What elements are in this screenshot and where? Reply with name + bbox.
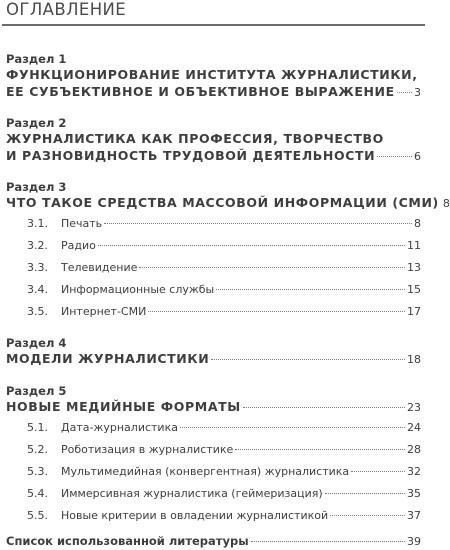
subsection-number: 3.2. bbox=[27, 239, 48, 252]
subsection-number: 5.5. bbox=[27, 509, 48, 522]
section-4-label: Раздел 4 bbox=[6, 336, 67, 350]
dot-leader bbox=[377, 156, 412, 157]
subsection-title: Роботизация в журналистике bbox=[61, 443, 234, 456]
subsection-title: Телевидение bbox=[61, 261, 138, 274]
section-1-heading-line-2: ЕЕ СУБЪЕКТИВНОЕ И ОБЪЕКТИВНОЕ ВЫРАЖЕНИЕ bbox=[6, 84, 395, 99]
page-number: 28 bbox=[407, 443, 421, 456]
dot-leader bbox=[139, 267, 405, 268]
page-number: 6 bbox=[414, 150, 421, 163]
page-number: 32 bbox=[407, 465, 421, 478]
dot-leader bbox=[180, 427, 405, 428]
section-4-heading: МОДЕЛИ ЖУРНАЛИСТИКИ bbox=[6, 351, 210, 366]
section-5-heading: НОВЫЕ МЕДИЙНЫЕ ФОРМАТЫ bbox=[6, 399, 241, 414]
page-number: 35 bbox=[407, 487, 421, 500]
subsection-title: Информационные службы bbox=[61, 283, 215, 296]
subsection-entry[interactable] bbox=[27, 261, 421, 274]
section-3-label: Раздел 3 bbox=[6, 180, 67, 194]
subsection-number: 3.5. bbox=[27, 305, 48, 318]
page-number: 15 bbox=[407, 283, 421, 296]
section-2-label: Раздел 2 bbox=[6, 116, 67, 130]
page-number: 13 bbox=[407, 261, 421, 274]
page-number: 39 bbox=[407, 535, 421, 548]
subsection-number: 5.3. bbox=[27, 465, 48, 478]
subsection-number: 3.1. bbox=[27, 217, 48, 230]
dot-leader bbox=[397, 92, 412, 93]
dot-leader bbox=[235, 449, 405, 450]
page-number: 24 bbox=[407, 421, 421, 434]
title-divider bbox=[2, 24, 425, 26]
subsection-entry[interactable] bbox=[27, 509, 421, 522]
subsection-title: Новые критерии в овладении журналистикой bbox=[61, 509, 329, 522]
dot-leader bbox=[330, 515, 405, 516]
section-2-heading-line-1: ЖУРНАЛИСТИКА КАК ПРОФЕССИЯ, ТВОРЧЕСТВО bbox=[6, 131, 384, 146]
subsection-entry[interactable] bbox=[27, 465, 421, 478]
subsection-entry[interactable] bbox=[27, 305, 421, 318]
dot-leader bbox=[148, 311, 405, 312]
dot-leader bbox=[98, 245, 405, 246]
toc-title: ОГЛАВЛЕНИЕ bbox=[6, 0, 127, 19]
section-4-entry[interactable] bbox=[6, 351, 421, 366]
dot-leader bbox=[243, 407, 405, 408]
page-number: 23 bbox=[407, 401, 421, 414]
section-3-entry[interactable] bbox=[6, 195, 450, 210]
section-2-entry[interactable] bbox=[6, 148, 421, 163]
dot-leader bbox=[104, 223, 412, 224]
subsection-entry[interactable] bbox=[27, 239, 421, 252]
subsection-number: 5.4. bbox=[27, 487, 48, 500]
subsection-entry[interactable] bbox=[27, 443, 421, 456]
section-2-heading-line-2: И РАЗНОВИДНОСТЬ ТРУДОВОЙ ДЕЯТЕЛЬНОСТИ bbox=[6, 148, 376, 163]
page-number: 3 bbox=[414, 86, 421, 99]
dot-leader bbox=[216, 289, 405, 290]
dot-leader bbox=[351, 471, 405, 472]
page-number: 11 bbox=[407, 239, 421, 252]
subsection-title: Радио bbox=[61, 239, 96, 252]
subsection-title: Интернет-СМИ bbox=[61, 305, 147, 318]
page-number: 8 bbox=[442, 197, 450, 210]
subsection-entry[interactable] bbox=[27, 487, 421, 500]
page-number: 17 bbox=[407, 305, 421, 318]
subsection-entry[interactable] bbox=[27, 283, 421, 296]
page-number: 18 bbox=[407, 353, 421, 366]
subsection-number: 3.4. bbox=[27, 283, 48, 296]
subsection-title: Печать bbox=[61, 217, 103, 230]
subsection-title: Дата-журналистика bbox=[61, 421, 178, 434]
subsection-title: Иммерсивная журналистика (геймеризация) bbox=[61, 487, 323, 500]
subsection-number: 5.2. bbox=[27, 443, 48, 456]
subsection-number: 5.1. bbox=[27, 421, 48, 434]
subsection-entry[interactable] bbox=[27, 421, 421, 434]
section-1-label: Раздел 1 bbox=[6, 52, 67, 66]
dot-leader bbox=[251, 541, 405, 542]
page-number: 8 bbox=[414, 217, 421, 230]
dot-leader bbox=[325, 493, 405, 494]
literature-title: Список использованной литературы bbox=[6, 534, 249, 548]
subsection-number: 3.3. bbox=[27, 261, 48, 274]
subsection-entry[interactable] bbox=[27, 217, 421, 230]
dot-leader bbox=[211, 359, 405, 360]
section-5-entry[interactable] bbox=[6, 399, 421, 414]
subsection-title: Мультимедийная (конвергентная) журналистика bbox=[61, 465, 350, 478]
page-number: 37 bbox=[407, 509, 421, 522]
section-1-heading-line-1: ФУНКЦИОНИРОВАНИЕ ИНСТИТУТА ЖУРНАЛИСТИКИ, bbox=[6, 67, 418, 82]
section-5-label: Раздел 5 bbox=[6, 384, 67, 398]
literature-entry[interactable] bbox=[6, 534, 421, 548]
section-3-heading: ЧТО ТАКОЕ СРЕДСТВА МАССОВОЙ ИНФОРМАЦИИ (СМИ) bbox=[6, 195, 439, 210]
section-1-entry[interactable] bbox=[6, 84, 421, 99]
